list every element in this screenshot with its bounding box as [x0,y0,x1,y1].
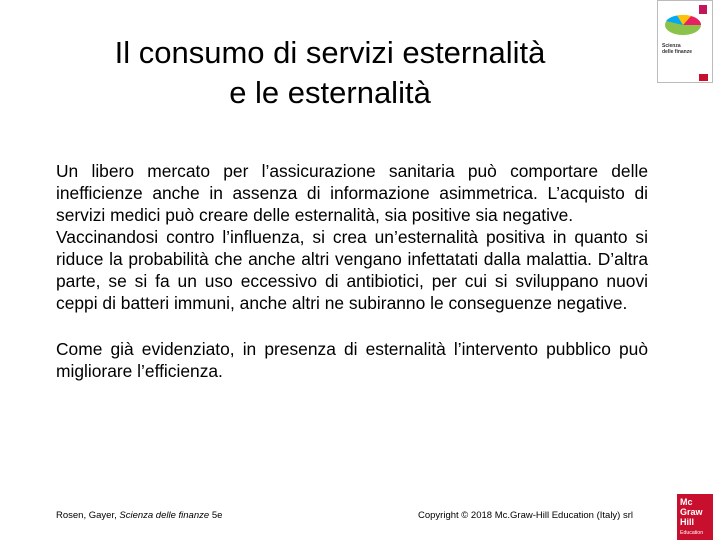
cover-title-line-1: Scienza [662,43,681,49]
publisher-logo-icon [677,494,713,540]
cover-footer-strip [658,73,712,82]
slide-title [30,33,630,113]
footer-book-title: Scienza delle finanze [119,510,210,521]
title-line-1: Il consumo di servizi esternalità [114,35,546,70]
footer-edition: 5e [211,510,223,521]
cover-title [662,43,692,55]
cover-pie-art [661,3,709,39]
slide-body [56,160,648,382]
cover-publisher-mark [699,74,708,81]
paragraph-2: Vaccinandosi contro l’influenza, si crea un’esternalità positiva in quanto si riduce la probabilità che anche altri vengano infettatati dalla malattia. D’altra parte, se si fa un uso eccessivo di antibiotici, per cui si sviluppano nuovi ceppi di batteri immuni, anche altri ne subiranno le conseguenze negative. [56,227,648,313]
publisher-logo [677,494,713,540]
paragraph-1: Un libero mercato per l’assicurazione sanitaria può comportare delle inefficienze anche in assenza di informazione asimmetrica. L’acquisto di servizi medici può creare delle esternalità, sia positive sia negative. [56,161,648,225]
logo-line-1: Mc [680,497,693,507]
logo-line-4: Education [680,530,704,536]
logo-line-2: Graw [680,507,703,517]
cover-title-line-2: delle finanze [662,49,693,55]
paragraph-3: Come già evidenziato, in presenza di esternalità l’intervento pubblico può migliorare l’efficienza. [56,339,648,381]
book-cover-image [657,0,713,83]
footer-authors: Rosen, Gayer, [56,510,117,521]
footer-copyright: Copyright © 2018 Mc.Graw-Hill Education (Italy) srl [418,510,634,521]
title-line-2: e le esternalità [229,75,431,110]
logo-line-3: Hill [680,517,695,527]
footer-citation [56,510,222,521]
